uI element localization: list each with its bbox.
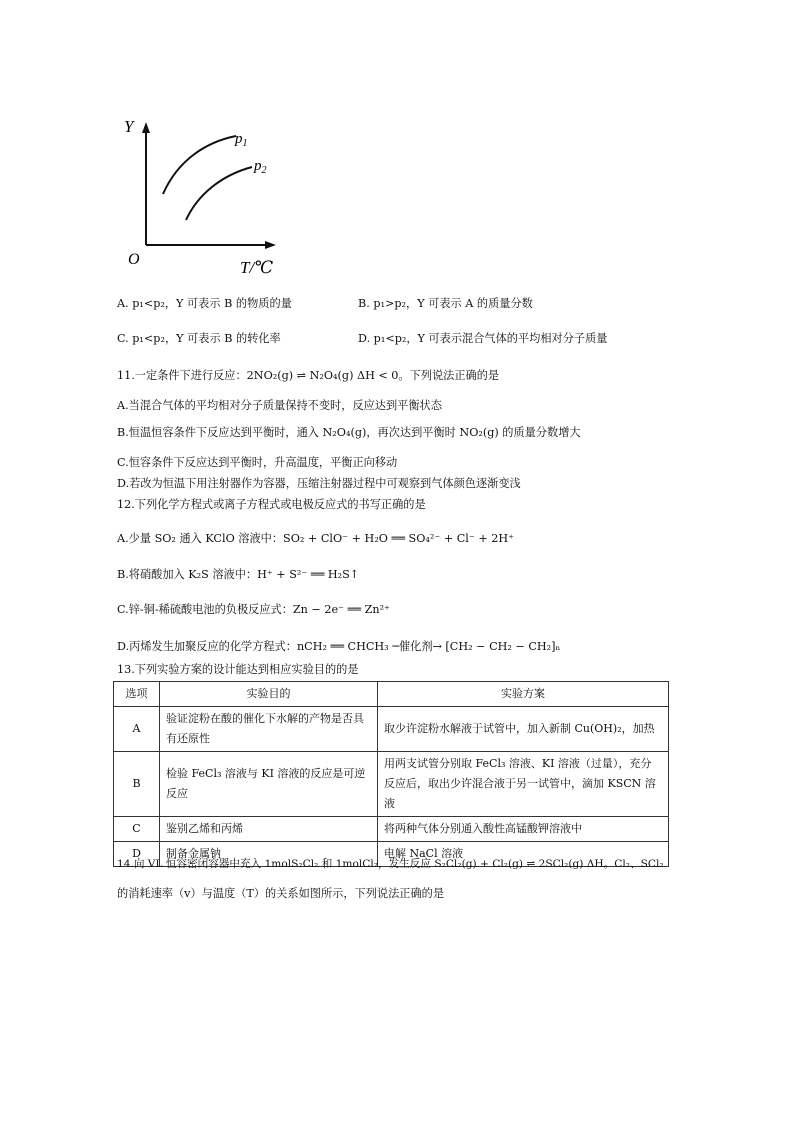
y-axis-arrow [142,122,150,133]
q11-option-c: C.恒容条件下反应达到平衡时，升高温度，平衡正向移动 [117,456,398,469]
curve-p2-label: $p_2$ [254,158,267,176]
x-axis-label: T/℃ [240,258,274,277]
q10-option-c: C. p₁<p₂，Y 可表示 B 的转化率 [117,332,281,345]
row-purpose: 验证淀粉在酸的催化下水解的产物是否具有还原性 [160,707,378,752]
row-option: A [114,707,160,752]
row-plan: 用两支试管分别取 FeCl₃ 溶液、KI 溶液（过量），充分反应后，取出少许混合液于另一试管中，滴加 KSCN 溶液 [378,752,669,817]
row-purpose: 检验 FeCl₃ 溶液与 KI 溶液的反应是可逆反应 [160,752,378,817]
origin-label: O [128,251,140,268]
header-purpose: 实验目的 [160,682,378,707]
q11-option-d: D.若改为恒温下用注射器作为容器，压缩注射器过程中可观察到气体颜色逐渐变浅 [117,477,521,490]
row-purpose: 制备金属钠 [160,842,378,867]
curve-p1-label: $p_1$ [235,131,248,149]
q14-stem-line2: 的消耗速率（v）与温度（T）的关系如图所示，下列说法正确的是 [117,887,445,900]
row-plan: 取少许淀粉水解液于试管中，加入新制 Cu(OH)₂，加热 [378,707,669,752]
q10-option-d: D. p₁<p₂，Y 可表示混合气体的平均相对分子质量 [358,332,608,345]
q12-option-c: C.锌-铜-稀硫酸电池的负极反应式：Zn − 2e⁻ ══ Zn²⁺ [117,603,390,616]
q12-option-a: A.少量 SO₂ 通入 KClO 溶液中：SO₂ + ClO⁻ + H₂O ══ SO₄²⁻ + Cl⁻ + 2H⁺ [117,532,515,545]
q13-stem: 13.下列实验方案的设计能达到相应实验目的的是 [117,663,359,676]
q13-experiment-table [113,681,669,867]
row-option: B [114,752,160,817]
table-row [114,752,669,817]
y-vs-temperature-graph [118,112,293,277]
header-plan: 实验方案 [378,682,669,707]
header-option: 选项 [114,682,160,707]
q12-option-b: B.将硝酸加入 K₂S 溶液中：H⁺ + S²⁻ ══ H₂S↑ [117,568,360,581]
curve-p1 [163,136,236,194]
row-plan: 电解 NaCl 溶液 [378,842,669,867]
row-purpose: 鉴别乙烯和丙烯 [160,817,378,842]
q10-option-b: B. p₁>p₂，Y 可表示 A 的质量分数 [358,297,533,310]
q11-option-a: A.当混合气体的平均相对分子质量保持不变时，反应达到平衡状态 [117,399,442,412]
y-axis-label: Y [124,117,134,136]
row-plan: 将两种气体分别通入酸性高锰酸钾溶液中 [378,817,669,842]
q12-option-d: D.丙烯发生加聚反应的化学方程式：nCH₂ ══ CHCH₃ ─催化剂→ [CH₂ − CH₂ − CH₂]ₙ [117,640,561,653]
table-row [114,817,669,842]
q10-option-a: A. p₁<p₂，Y 可表示 B 的物质的量 [117,297,292,310]
table-row [114,707,669,752]
table-header-row [114,682,669,707]
q11-option-b: B.恒温恒容条件下反应达到平衡时，通入 N₂O₄(g)，再次达到平衡时 NO₂(g) 的质量分数增大 [117,426,581,439]
row-option: C [114,817,160,842]
row-option: D [114,842,160,867]
x-axis-arrow [265,241,276,249]
q14-stem-line1: 14.向 VL 恒容密闭容器中充入 1molS₂Cl₂ 和 1molCl₂，发生反应 S₂Cl₂(g) + Cl₂(g) ⇌ 2SCl₂(g) ΔH。Cl₂、SCl₂ [117,858,664,870]
q11-stem: 11.一定条件下进行反应：2NO₂(g) ⇌ N₂O₄(g) ΔH < 0。下列说法正确的是 [117,369,500,382]
q12-stem: 12.下列化学方程式或离子方程式或电极反应式的书写正确的是 [117,498,426,511]
curve-p2 [186,167,252,220]
